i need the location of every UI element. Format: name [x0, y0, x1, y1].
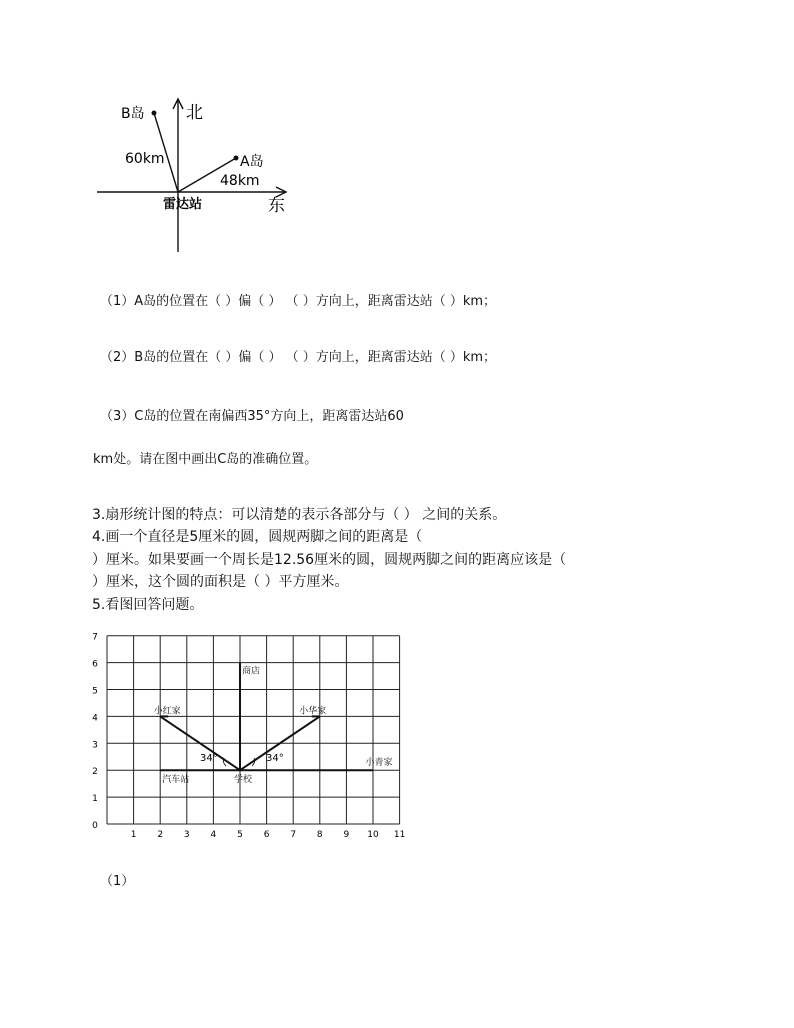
island-b-point: [152, 111, 157, 116]
place-label: 汽车站: [162, 775, 190, 786]
x-tick-label: 4: [210, 830, 217, 840]
x-tick-label: 6: [263, 830, 270, 840]
island-a-label: A岛: [240, 154, 264, 170]
y-tick-label: 0: [92, 821, 98, 831]
x-tick-label: 10: [367, 830, 379, 840]
question-3: 3.扇形统计图的特点：可以清楚的表示各部分与（ ） 之间的关系。: [92, 507, 507, 523]
island-b-distance: 60km: [125, 151, 165, 167]
sub-question-1: （1）: [100, 874, 135, 889]
place-label: 小青家: [365, 758, 393, 769]
place-label: 学校: [233, 775, 253, 786]
question-4-line-2: ）厘米。如果要画一个周长是12.56厘米的圆，圆规两脚之间的距离应该是（: [92, 552, 567, 568]
y-tick-label: 1: [92, 794, 98, 805]
angle-left-label: 34°: [200, 753, 218, 764]
x-tick-label: 2: [157, 830, 164, 840]
y-tick-label: 4: [92, 713, 98, 724]
angle-right-label: 34°: [266, 753, 284, 764]
island-a-distance: 48km: [220, 173, 260, 189]
x-tick-label: 8: [316, 830, 323, 840]
y-tick-label: 5: [92, 686, 98, 697]
y-tick-label: 3: [92, 740, 98, 751]
radar-question-3-cont: km处。请在图中画出C岛的准确位置。: [93, 452, 318, 467]
x-tick-label: 5: [237, 830, 243, 840]
radar-question-1: （1）A岛的位置在（ ）偏（ ） （ ）方向上，距离雷达站（ ）km；: [100, 294, 497, 309]
x-tick-label: 3: [183, 830, 190, 840]
place-label: 小红家: [153, 706, 181, 717]
x-tick-label: 7: [290, 830, 297, 840]
island-b-label: B岛: [121, 106, 145, 122]
question-4-line-3: ）厘米，这个圆的面积是（ ）平方厘米。: [92, 574, 349, 590]
y-tick-label: 7: [92, 632, 98, 643]
x-tick-label: 1: [130, 830, 137, 840]
place-label: 小华家: [299, 706, 327, 717]
x-tick-label: 9: [343, 830, 350, 840]
north-label: 北: [186, 103, 203, 123]
east-label: 东: [268, 196, 285, 216]
station-label: 雷达站: [163, 197, 203, 212]
island-a-point: [234, 156, 239, 161]
place-label: 商店: [242, 666, 261, 677]
grid-figure: [0, 620, 794, 840]
y-tick-label: 2: [92, 767, 98, 778]
y-tick-label: 6: [92, 659, 98, 670]
x-tick-label: 11: [393, 830, 406, 840]
radar-figure: [0, 0, 794, 270]
radar-question-2: （2）B岛的位置在（ ）偏（ ） （ ）方向上，距离雷达站（ ）km；: [100, 350, 497, 365]
radar-question-3: （3）C岛的位置在南偏西35°方向上，距离雷达站60: [100, 409, 404, 424]
question-4-line-1: 4.画一个直径是5厘米的圆，圆规两脚之间的距离是（: [92, 529, 423, 545]
question-5: 5.看图回答问题。: [92, 597, 204, 613]
